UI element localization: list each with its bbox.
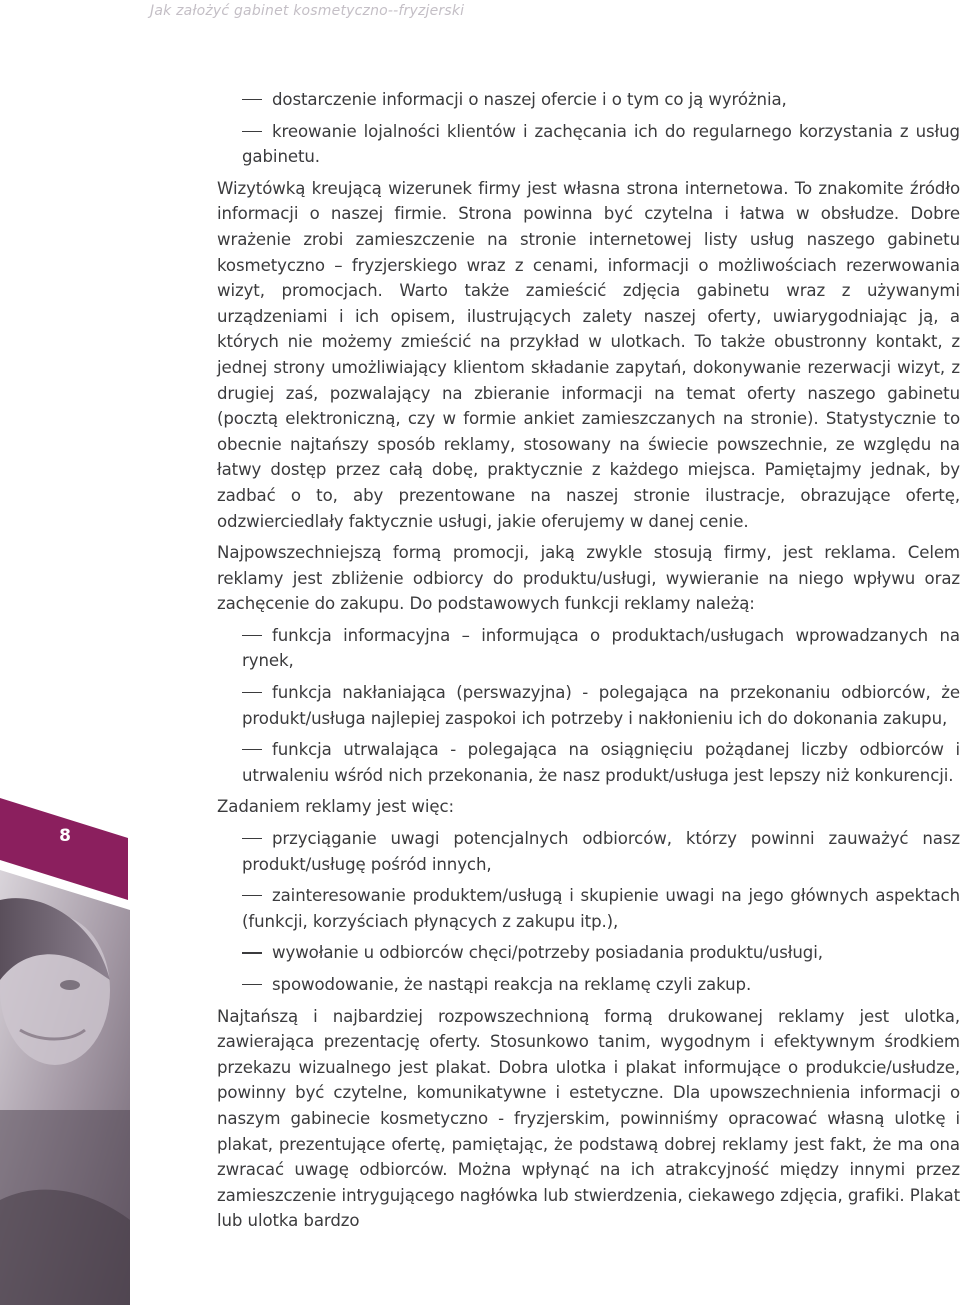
running-header: Jak założyć gabinet kosmetyczno--fryzjerski [150,3,465,19]
list-item: funkcja informacyjna – informująca o produktach/usługach wprowadzanych na rynek, [242,625,960,671]
list-item: spowodowanie, że nastąpi reakcja na reklamę czyli zakup. [242,972,960,998]
list-item: funkcja nakłaniająca (perswazyjna) - polegająca na przekonaniu odbiorców, że produkt/usługa najlepiej zaspokoi ich potrzeby i nakłonieniu ich do dokonania zakupu, [242,683,960,728]
list-advertising-functions [217,623,960,789]
list-advertising-tasks [217,826,960,998]
side-photo-decoration [0,780,210,1305]
list-item: zainteresowanie produktem/usługą i skupienie uwagi na jego głównych aspektach (funkcji, korzyściach płynących z zakupu itp.), [242,886,960,931]
page-number: 8 [59,826,71,846]
paragraph-advertising: Najpowszechniejszą formą promocji, jaką zwykle stosują firmy, jest reklama. Celem reklamy jest zbliżenie odbiorcy do produktu/usługi, wywieranie na niego wpływu oraz zachęcenie do zakupu. Do podstawowych funkcji reklamy należą: [217,543,960,614]
list-item: przyciąganie uwagi potencjalnych odbiorców, którzy powinni zauważyć nasz produkt/usługę pośród innych, [242,829,960,874]
list-communication-goals [217,87,960,170]
list-item: funkcja utrwalająca - polegająca na osiągnięciu pożądanej liczby odbiorców i utrwaleniu wśród nich przekonania, że nasz produkt/usługa jest lepszy niż konkurencji. [242,740,960,785]
list-item: wywołanie u odbiorców chęci/potrzeby posiadania produktu/usługi, [242,940,960,966]
paragraph-leaflets: Najtańszą i najbardziej rozpowszechnioną formą drukowanej reklamy jest ulotka, zawierająca prezentację oferty. Stosunkowo tanim, wygodnym i efektywnym środkiem przekazu wizualnego jest plakat. Dobra ulotka i plakat informujące o produkcie/usłudze, powinny być czytelne, komunikatywne i estetyczne. Dla upowszechnienia informacji o naszym gabinecie kosmetyczno - fryzjerskim, powinniśmy opracować własną ulotkę i plakat, prezentujące ofertę, pamiętając, że podstawą dobrej reklamy jest fakt, że ma ona zwracać uwagę odbiorców. Można wpłynąć na ich atrakcyjność między innymi przez zamieszczenie intrygującego nagłówka lub stwierdzenia, ciekawego zdjęcia, grafiki. Plakat lub ulotka bardzo [217,1006,960,1231]
paragraph-website: Wizytówką kreującą wizerunek firmy jest własna strona internetowa. To znakomite źródło informacji o naszej firmie. Strona powinna być czytelna i łatwa w obsłudze. Dobre wrażenie zrobi zamieszczenie na stronie internetowej listy usług naszego gabinetu kosmetyczno – fryzjerskiego wraz z cenami, informacji o możliwościach rezerwowania wizyt, promocjach. Warto także zamieścić zdjęcia gabinetu wraz z używanymi urządzeniami i ich opisem, ilustrujących zalety naszej oferty, uwiarygodniając ją, a których nie możemy zmieścić na przykład w ulotkach. To także obustronny kontakt, z jednej strony umożliwiający klientom składanie zapytań, dokonywanie rezerwacji wizyt, z drugiej zaś, pozwalający na zbieranie informacji na temat oferty naszego gabinetu (pocztą elektroniczną, czy w formie ankiet zamieszczanych na stronie). Statystycznie to obecnie najtańszy sposób reklamy, stosowany na świecie powszechnie, ze względu na łatwy dostęp przez całą dobę, praktycznie z każdego miejsca. Pamiętajmy jednak, by zadbać o to, aby prezentowane na naszej stronie ilustracje, obrazujące ofertę, odzwierciedlały faktycznie usługi, jakie oferujemy w danej cenie. [217,178,960,531]
list-item: kreowanie lojalności klientów i zachęcania ich do regularnego korzystania z usług gabinetu. [242,121,960,167]
page-body [217,87,960,1240]
list-item: dostarczenie informacji o naszej ofercie i o tym co ją wyróżnia, [242,87,960,113]
paragraph-advertising-task: Zadaniem reklamy jest więc: [217,797,454,817]
